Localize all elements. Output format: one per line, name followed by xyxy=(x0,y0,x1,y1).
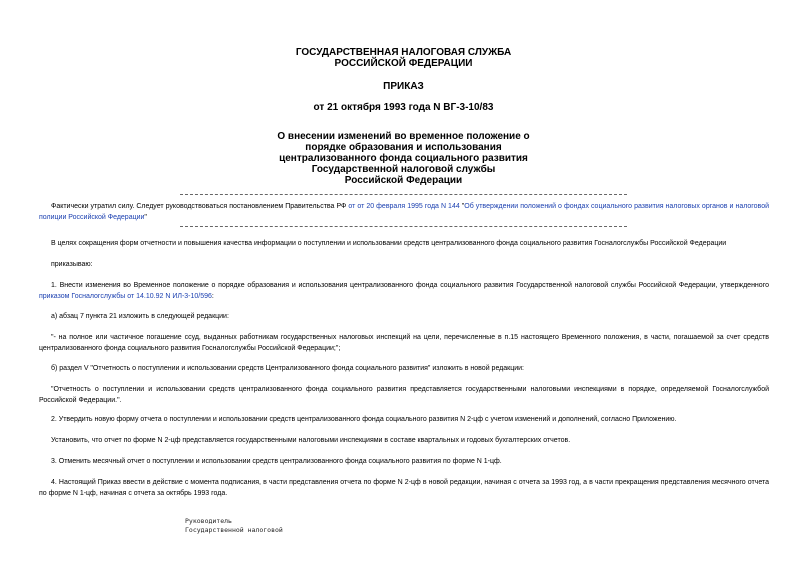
paragraph-item-3: 3. Отменить месячный отчет о поступлении и использовании средств централизованного фонда социального развития по форме N 1-цф. xyxy=(51,458,502,465)
status-note-link-decree[interactable]: от от 20 февраля 1995 года N 144 xyxy=(348,203,460,210)
paragraph-item-4: 4. Настоящий Приказ ввести в действие с момента подписания, в части представления отчета по форме N 2-цф в новой редакции, начиная с отчета за 1993 год, а в части прекращения представления месячного отчета по форме N 1-цф, начиная с отчета за октябрь 1993 года. xyxy=(39,479,769,497)
paragraph-item-1b: б) раздел V "Отчетность о поступлении и использовании средств Централизованного фонда социального развития" изложить в новой редакции: xyxy=(51,365,524,372)
document-type: ПРИКАЗ xyxy=(383,81,424,92)
order-link[interactable]: приказом Госналогслужбы от 14.10.92 N ИЛ-3-10/596 xyxy=(39,293,212,300)
paragraph-item-2: 2. Утвердить новую форму отчета о поступлении и использовании средств централизованного фонда социального развития N 2-цф с учетом изменений и дополнений, согласно Приложению. xyxy=(51,416,677,423)
item-1-colon: : xyxy=(211,293,214,300)
paragraph-item-2-note: Установить, что отчет по форме N 2-цф представляется государственными налоговыми инспекциями в составе квартальных и годовых бухгалтерских отчетов. xyxy=(51,437,571,444)
document-title-line3: централизованного фонда социального развития xyxy=(279,153,528,164)
divider-bottom xyxy=(180,226,627,227)
paragraph-order: приказываю: xyxy=(51,261,93,268)
document-title-line4: Государственной налоговой службы xyxy=(311,164,496,175)
document-title-line2: порядке образования и использования xyxy=(305,142,502,153)
item-1-text: 1. Внести изменения во Временное положение о порядке образования и использования централизованного фонда социального развития Государственной налоговой службы Российской Федерации, утвержденного xyxy=(51,282,769,289)
org-name-line1: ГОСУДАРСТВЕННАЯ НАЛОГОВАЯ СЛУЖБА xyxy=(295,47,512,58)
org-name-line2: РОССИЙСКОЙ ФЕДЕРАЦИИ xyxy=(334,58,473,69)
status-note-text: Фактически утратил силу. Следует руководствоваться постановлением Правительства РФ xyxy=(51,203,349,210)
divider-top xyxy=(180,194,627,195)
status-note-link-title[interactable]: Об утверждении положений о фондах социального развития налоговых органов и налоговой полиции Российской Федерации xyxy=(39,203,769,221)
paragraph-preamble: В целях сокращения форм отчетности и повышения качества информации о поступлении и использовании средств централизованного фонда социального развития Госналогслужбы Российской Федерации xyxy=(51,240,727,247)
paragraph-item-1a: а) абзац 7 пункта 21 изложить в следующей редакции: xyxy=(51,313,229,320)
status-note-quote-open: " xyxy=(459,203,465,210)
document-title-line5: Российской Федерации xyxy=(344,175,463,186)
document-date-number: от 21 октября 1993 года N ВГ-3-10/83 xyxy=(313,102,494,113)
paragraph-item-1b-text: "Отчетность о поступлении и использовании средств централизованного фонда социального развития представляется государственными налоговыми инспекциями в порядке, определяемой Госналогслужбой Российской Федерации.". xyxy=(39,386,769,404)
paragraph-item-1 xyxy=(39,280,769,302)
signature-line2: Государственной налоговой xyxy=(185,526,283,534)
status-note xyxy=(39,201,769,223)
signature-line1: Руководитель xyxy=(185,517,232,525)
paragraph-item-1a-text: "- на полное или частичное погашение ссуд, выданных работникам государственных налоговых инспекций на цели, перечисленные в п.15 настоящего Временного положения, в части, погашаемой за счет средств централизованного фонда социального развития Госналогслужбы Российской Федерации;"; xyxy=(39,334,769,352)
status-note-quote-close: " xyxy=(144,214,147,221)
document-title-line1: О внесении изменений во временное положение о xyxy=(277,131,530,142)
